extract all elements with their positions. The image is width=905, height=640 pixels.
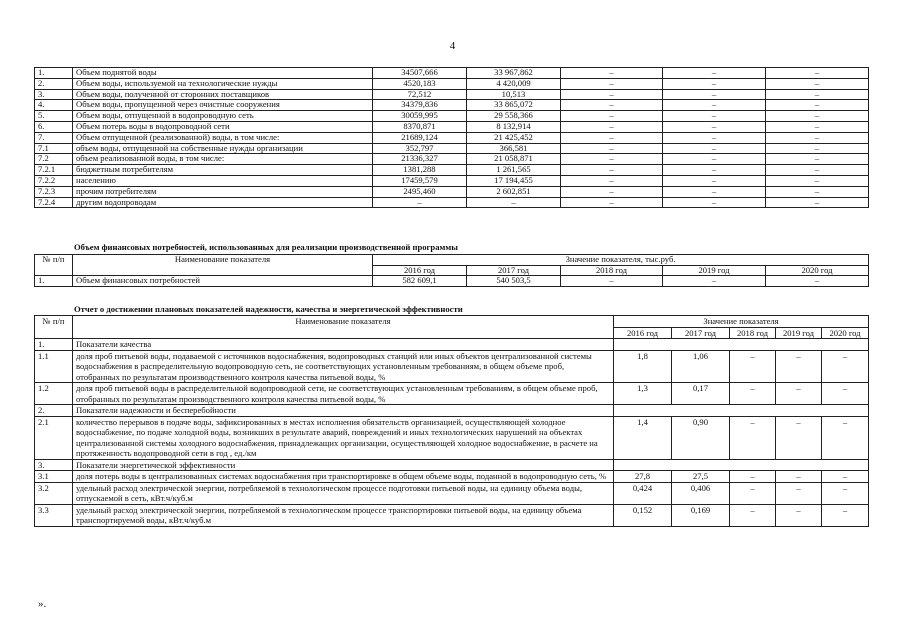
table-row (35, 143, 869, 154)
value-v2017: 17 194,455 (467, 175, 561, 186)
value-v2017: – (467, 197, 561, 208)
section-title: Показатели надежности и бесперебойности (73, 405, 614, 417)
row-name: удельный расход электрической энергии, потребляемой в технологическом процессе подготовки питьевой воды, на единицу объема воды, отпускаемой в сеть, кВт.ч/куб.м (73, 482, 614, 504)
value-v2016: 27,8 (614, 471, 672, 483)
value-v2018: – (561, 89, 663, 100)
year-header: 2019 год (776, 327, 822, 339)
financial-needs-table (34, 254, 869, 287)
value-v2019: – (663, 132, 766, 143)
year-header: 2020 год (822, 327, 869, 339)
value-v2020: – (766, 276, 869, 287)
table-row (35, 111, 869, 122)
table-row (35, 132, 869, 143)
table-row (35, 89, 869, 100)
value-v2019: – (776, 416, 822, 459)
value-v2017: 540 503,5 (467, 276, 561, 287)
value-v2019: – (663, 175, 766, 186)
year-header: 2017 год (467, 265, 561, 276)
value-v2017: 27,5 (672, 471, 730, 483)
value-v2017: 8 132,914 (467, 121, 561, 132)
value-v2017: 0,17 (672, 383, 730, 405)
row-name: другим водопроводам (73, 197, 373, 208)
row-number: 3.2 (35, 482, 73, 504)
value-v2018: – (561, 100, 663, 111)
value-v2016: 1,8 (614, 350, 672, 383)
row-name: количество перерывов в подаче воды, зафиксированных в местах исполнения обязательств организацией, осуществляющей холодное водоснабжение, по подаче холодной воды, возникших в результате аварий, повреждений и иных технологических нарушений на объектах централизованной системы холодного водоснабжения, принадлежащих организации, осуществляющей холодное водоснабжение, в расчете на протяженность водопроводной сети в год , ед./км (73, 416, 614, 459)
value-v2017: 1,06 (672, 350, 730, 383)
row-number: 1.2 (35, 383, 73, 405)
value-v2016: 21689,124 (373, 132, 467, 143)
value-v2016: 72,512 (373, 89, 467, 100)
row-number: 1.1 (35, 350, 73, 383)
value-v2019: – (776, 350, 822, 383)
value-v2018: – (561, 154, 663, 165)
value-v2018: – (561, 175, 663, 186)
row-name: Объем воды, пропущенной через очистные сооружения (73, 100, 373, 111)
table-row (35, 383, 869, 405)
row-number: 7.2.2 (35, 175, 73, 186)
value-v2020: – (822, 471, 869, 483)
table-row (35, 100, 869, 111)
value-v2016: 8370,871 (373, 121, 467, 132)
value-v2018: – (561, 143, 663, 154)
value-v2017: 33 865,072 (467, 100, 561, 111)
value-v2019: – (663, 154, 766, 165)
header-name: Наименование показателя (73, 255, 373, 276)
value-v2020: – (766, 175, 869, 186)
value-v2016: 582 609,1 (373, 276, 467, 287)
value-v2018: – (561, 121, 663, 132)
row-number: 7. (35, 132, 73, 143)
value-v2020: – (766, 121, 869, 132)
row-number: 1. (35, 276, 73, 287)
value-v2016: 0,424 (614, 482, 672, 504)
row-number: 3. (35, 89, 73, 100)
value-v2017: 29 558,366 (467, 111, 561, 122)
value-v2017: 33 967,862 (467, 68, 561, 79)
row-number: 7.2.1 (35, 165, 73, 176)
section-title: Показатели энергетической эффективности (73, 459, 614, 471)
section-row (35, 405, 869, 417)
value-v2016: 1381,288 (373, 165, 467, 176)
value-v2019: – (663, 111, 766, 122)
value-v2020: – (822, 416, 869, 459)
value-v2018: – (561, 186, 663, 197)
value-v2019: – (663, 186, 766, 197)
value-v2018: – (561, 197, 663, 208)
water-volume-table (34, 67, 869, 208)
value-v2020: – (822, 383, 869, 405)
value-v2018: – (561, 132, 663, 143)
value-v2016: 352,797 (373, 143, 467, 154)
row-number: 4. (35, 100, 73, 111)
table-row (35, 68, 869, 79)
year-header: 2019 год (663, 265, 766, 276)
value-v2017: 366,581 (467, 143, 561, 154)
value-v2020: – (822, 504, 869, 526)
row-name: доля проб питьевой воды, подаваемой с источников водоснабжения, водопроводных станций или иных объектов централизованной системы водоснабжения в распределительную водопроводную сеть, не соответствующих установленным требованиям, в общем объеме проб, отобранных по результатам производственного контроля качества питьевой воды, % (73, 350, 614, 383)
value-v2019: – (663, 121, 766, 132)
value-v2018: – (561, 276, 663, 287)
row-number: 3.3 (35, 504, 73, 526)
value-v2016: 17459,579 (373, 175, 467, 186)
year-header: 2020 год (766, 265, 869, 276)
row-number: 2.1 (35, 416, 73, 459)
value-v2020: – (766, 89, 869, 100)
table-row (35, 276, 869, 287)
value-v2017: 2 602,851 (467, 186, 561, 197)
row-number: 5. (35, 111, 73, 122)
row-number: 7.2.3 (35, 186, 73, 197)
value-v2017: 0,90 (672, 416, 730, 459)
header-value: Значение показателя, тыс.руб. (373, 255, 869, 266)
table-row (35, 197, 869, 208)
value-v2017: 21 425,452 (467, 132, 561, 143)
row-number: 6. (35, 121, 73, 132)
value-v2020: – (766, 132, 869, 143)
row-number: 2. (35, 78, 73, 89)
value-v2019: – (776, 482, 822, 504)
page-number: 4 (449, 40, 456, 52)
value-v2020: – (766, 197, 869, 208)
value-v2020: – (766, 165, 869, 176)
value-v2018: – (561, 68, 663, 79)
value-v2019: – (663, 78, 766, 89)
value-v2019: – (663, 68, 766, 79)
value-v2018: – (730, 416, 776, 459)
value-v2019: – (663, 89, 766, 100)
table-row (35, 416, 869, 459)
value-v2016: 34507,666 (373, 68, 467, 79)
value-v2017: 1 261,565 (467, 165, 561, 176)
row-name: объем воды, отпущенной на собственные нужды организации (73, 143, 373, 154)
table-row (35, 482, 869, 504)
financial-needs-caption: Объем финансовых потребностей, использованных для реализации производственной программы (74, 242, 458, 252)
value-v2020: – (766, 186, 869, 197)
value-v2016: 34379,836 (373, 100, 467, 111)
value-v2018: – (561, 78, 663, 89)
value-v2018: – (730, 482, 776, 504)
value-v2018: – (561, 111, 663, 122)
row-name: бюджетным потребителям (73, 165, 373, 176)
section-row (35, 459, 869, 471)
indicators-table (34, 315, 869, 527)
header-name: Наименование показателя (73, 316, 614, 339)
value-v2016: 4520,183 (373, 78, 467, 89)
table-row (35, 186, 869, 197)
row-name: объем реализованной воды, в том числе: (73, 154, 373, 165)
row-number: 7.2.4 (35, 197, 73, 208)
value-v2018: – (730, 383, 776, 405)
value-v2020: – (766, 143, 869, 154)
table-row (35, 154, 869, 165)
value-v2018: – (730, 350, 776, 383)
year-header: 2018 год (730, 327, 776, 339)
table-row (35, 175, 869, 186)
value-v2020: – (822, 482, 869, 504)
row-number: 1. (35, 339, 73, 351)
indicators-caption: Отчет о достижении плановых показателей надежности, качества и энергетической эффективности (74, 304, 463, 314)
value-v2016: 1,3 (614, 383, 672, 405)
value-v2019: – (776, 504, 822, 526)
value-v2016: 1,4 (614, 416, 672, 459)
value-v2017: 0,406 (672, 482, 730, 504)
row-name: Объем потерь воды в водопроводной сети (73, 121, 373, 132)
table-row (35, 350, 869, 383)
header-value: Значение показателя (614, 316, 869, 328)
section-filler (614, 405, 869, 417)
value-v2019: – (776, 471, 822, 483)
value-v2020: – (822, 350, 869, 383)
row-name: прочим потребителям (73, 186, 373, 197)
value-v2020: – (766, 68, 869, 79)
section-filler (614, 459, 869, 471)
closing-mark: ». (38, 598, 47, 610)
value-v2018: – (561, 165, 663, 176)
row-name: удельный расход электрической энергии, потребляемой в технологическом процессе транспортировки питьевой воды, на единицу объема транспортируемой воды, кВт.ч/куб.м (73, 504, 614, 526)
row-name: Объем отпущенной (реализованной) воды, в том числе: (73, 132, 373, 143)
row-name: доля проб питьевой воды в распределительной водопроводной сети, не соответствующих установленным требованиям, в общем объеме проб, отобранных по результатам производственного контроля качества питьевой воды, % (73, 383, 614, 405)
row-name: Объем финансовых потребностей (73, 276, 373, 287)
row-number: 3.1 (35, 471, 73, 483)
value-v2019: – (663, 197, 766, 208)
value-v2019: – (663, 276, 766, 287)
value-v2020: – (766, 100, 869, 111)
section-filler (614, 339, 869, 351)
section-row (35, 339, 869, 351)
value-v2019: – (663, 143, 766, 154)
section-title: Показатели качества (73, 339, 614, 351)
value-v2017: 21 058,871 (467, 154, 561, 165)
header-num: № п/п (35, 255, 73, 276)
value-v2018: – (730, 504, 776, 526)
table-row (35, 165, 869, 176)
value-v2017: 0,169 (672, 504, 730, 526)
row-name: доля потерь воды в централизованных системах водоснабжения при транспортировке в общем объеме воды, поданной в водопроводную сеть, % (73, 471, 614, 483)
year-header: 2016 год (614, 327, 672, 339)
table-row (35, 78, 869, 89)
value-v2018: – (730, 471, 776, 483)
year-header: 2016 год (373, 265, 467, 276)
value-v2016: 0,152 (614, 504, 672, 526)
row-number: 7.2 (35, 154, 73, 165)
table-row (35, 471, 869, 483)
row-number: 2. (35, 405, 73, 417)
value-v2020: – (766, 111, 869, 122)
value-v2016: – (373, 197, 467, 208)
row-name: Объем воды, используемой на технологические нужды (73, 78, 373, 89)
row-name: Объем воды, полученной от сторонних поставщиков (73, 89, 373, 100)
year-header: 2017 год (672, 327, 730, 339)
value-v2016: 2495,460 (373, 186, 467, 197)
row-name: населению (73, 175, 373, 186)
value-v2019: – (663, 100, 766, 111)
value-v2017: 4 420,009 (467, 78, 561, 89)
header-num: № п/п (35, 316, 73, 339)
row-number: 7.1 (35, 143, 73, 154)
row-number: 3. (35, 459, 73, 471)
row-number: 1. (35, 68, 73, 79)
value-v2019: – (663, 165, 766, 176)
year-header: 2018 год (561, 265, 663, 276)
value-v2020: – (766, 78, 869, 89)
table-row (35, 504, 869, 526)
value-v2016: 30059,995 (373, 111, 467, 122)
row-name: Объем поднятой воды (73, 68, 373, 79)
value-v2017: 10,513 (467, 89, 561, 100)
row-name: Объем воды, отпущенной в водопроводную сеть (73, 111, 373, 122)
value-v2019: – (776, 383, 822, 405)
table-row (35, 121, 869, 132)
value-v2016: 21336,327 (373, 154, 467, 165)
value-v2020: – (766, 154, 869, 165)
